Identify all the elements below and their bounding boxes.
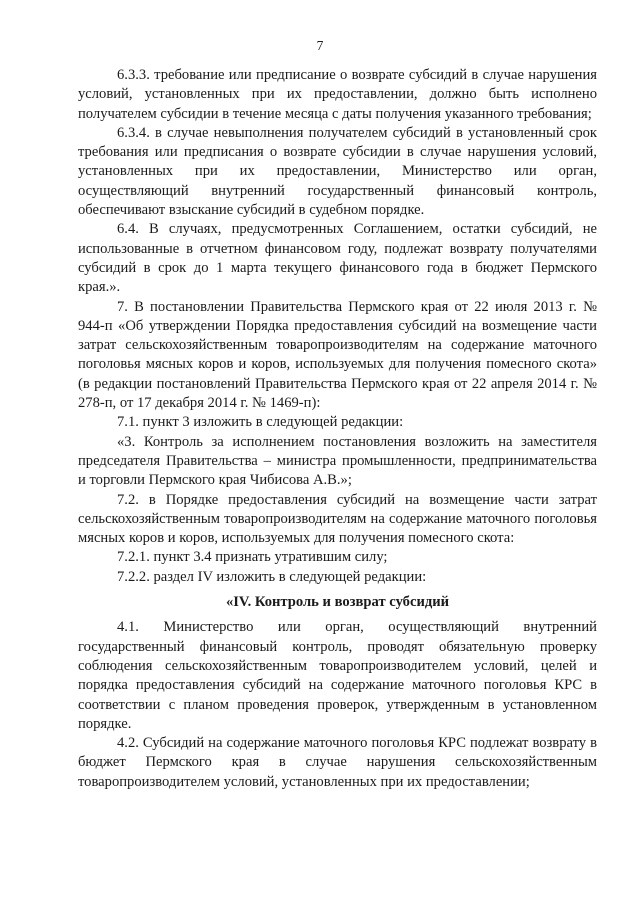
paragraph: 6.4. В случаях, предусмотренных Соглашением, остатки субсидий, не использованные в отчетном финансовом году, подлежат возврату получателями субсидий в срок до 1 марта текущего финансового года в бюджет Пермского края.». [78,221,597,296]
section-heading: «IV. Контроль и возврат субсидий [225,594,450,611]
document-body [78,66,597,792]
paragraph: 7. В постановлении Правительства Пермского края от 22 июля 2013 г. № 944-п «Об утверждении Порядка предоставления субсидий на возмещение части затрат сельскохозяйственным товаропроизводителям на содержание маточного поголовья мясных коров и коров, используемых для получения помесного скота» (в редакции постановлений Правительства Пермского края от 22 апреля 2014 г. № 278-п, от 17 декабря 2014 г. № 1469-п): [78,298,597,412]
paragraph: 7.2.1. пункт 3.4 признать утратившим силу; [117,549,388,566]
paragraph: 4.2. Субсидий на содержание маточного поголовья КРС подлежат возврату в бюджет Пермского края в случае нарушения сельскохозяйственным товаропроизводителем условий, установленных при их предоставлении; [78,735,597,790]
page-number: 7 [316,38,324,53]
paragraph: 7.2.2. раздел IV изложить в следующей редакции: [117,568,427,585]
paragraph: «3. Контроль за исполнением постановления возложить на заместителя председателя Правительства – министра промышленности, предпринимательства и торговли Пермского края Чибисова А.В.»; [78,433,597,489]
paragraph: 7.1. пункт 3 изложить в следующей редакции: [117,414,404,431]
paragraph: 6.3.3. требование или предписание о возврате субсидий в случае нарушения условий, установленных при их предоставлении, должно быть исполнено получателем субсидии в течение месяца с даты получения указанного требования; [78,67,597,122]
paragraph: 6.3.4. в случае невыполнения получателем субсидий в установленный срок требования или предписания о возврате субсидии в случае нарушения условий, установленных при их предоставлении, Министерство или орган, осуществляющий внутренний государственный финансовый контроль, обеспечивают взыскание субсидий в судебном порядке. [78,124,597,219]
paragraph: 7.2. в Порядке предоставления субсидий на возмещение части затрат сельскохозяйственным товаропроизводителям на содержание маточного поголовья мясных коров и коров, используемых для получения помесного скота: [78,491,597,547]
paragraph: 4.1. Министерство или орган, осуществляющий внутренний государственный финансовый контроль, проводят обязательную проверку соблюдения сельскохозяйственным товаропроизводителем условий, целей и порядка предоставления субсидий на содержание маточного поголовья КРС в соответствии с планом проведения проверок, утвержденным в установленном порядке. [78,619,597,732]
